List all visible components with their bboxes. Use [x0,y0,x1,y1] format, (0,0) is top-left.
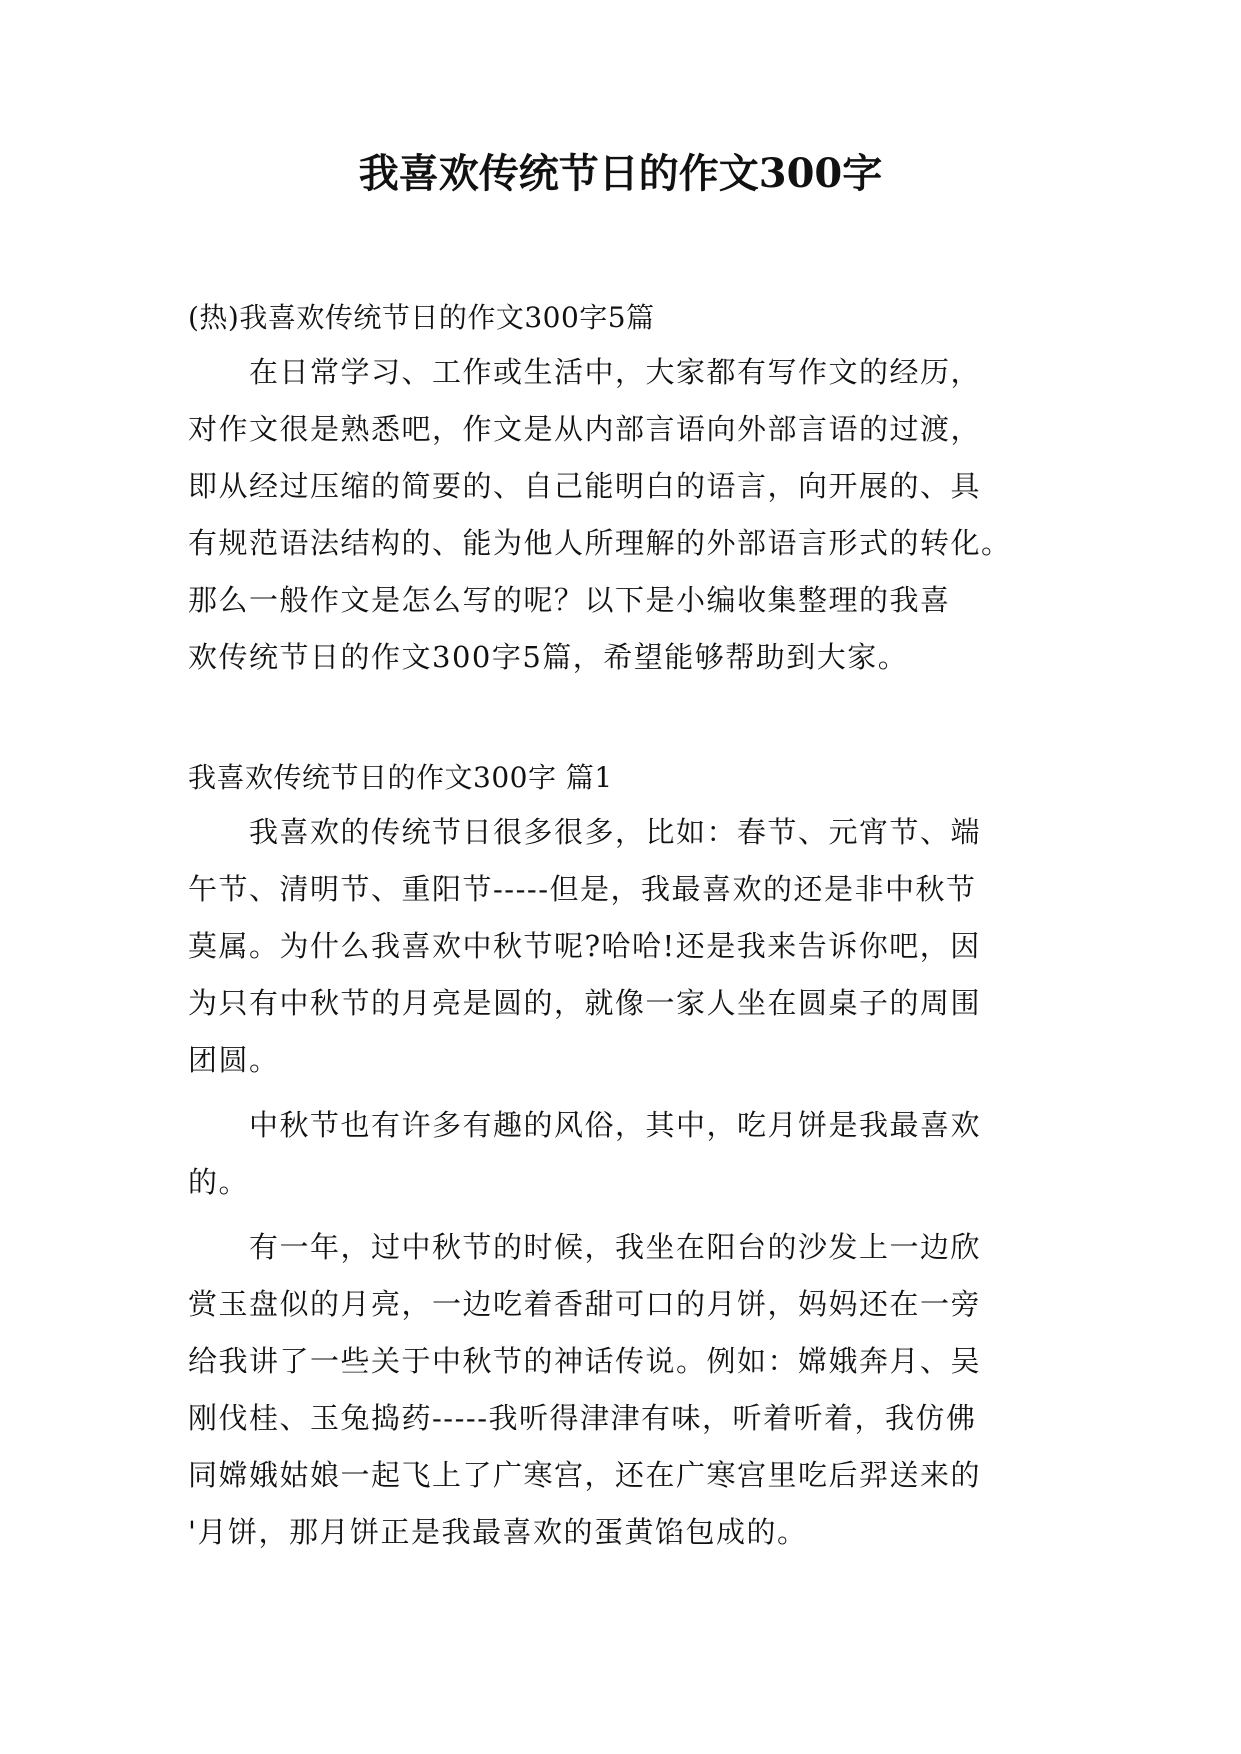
intro-line: 有规范语法结构的、能为他人所理解的外部语言形式的转化。 [188,526,1012,560]
paragraph-line: 午节、清明节、重阳节-----但是，我最喜欢的还是非中秋节 [188,872,977,906]
section-heading: 我喜欢传统节日的作文300字 篇1 [188,761,613,794]
section-spacer [188,694,1058,752]
paragraph-line: 中秋节也有许多有趣的风俗，其中，吃月饼是我最喜欢 [188,1108,982,1142]
document-body [188,292,1058,1569]
document-subtitle: (热)我喜欢传统节日的作文300字5篇 [188,301,655,334]
paragraph-3 [188,1219,1058,1561]
intro-line: 即从经过压缩的简要的、自己能明白的语言，向开展的、具 [188,469,982,503]
paragraph-line: 同嫦娥姑娘一起飞上了广寒宫，还在广寒宫里吃后羿送来的 [188,1458,982,1492]
paragraph-line: 给我讲了一些关于中秋节的神话传说。例如：嫦娥奔月、吴 [188,1344,982,1378]
paragraph-1 [188,804,1058,1089]
paragraph-2 [188,1097,1058,1211]
intro-line: 对作文很是熟悉吧，作文是从内部言语向外部言语的过渡， [188,412,982,446]
paragraph-line: 赏玉盘似的月亮，一边吃着香甜可口的月饼，妈妈还在一旁 [188,1287,982,1321]
document-title: 我喜欢传统节日的作文300字 [358,150,883,197]
intro-line: 在日常学习、工作或生活中，大家都有写作文的经历， [188,355,982,389]
paragraph-line: 有一年，过中秋节的时候，我坐在阳台的沙发上一边欣 [188,1230,982,1264]
paragraph-line: 团圆。 [188,1043,280,1077]
paragraph-line: 莫属。为什么我喜欢中秋节呢?哈哈!还是我来告诉你吧，因 [188,929,981,963]
intro-line: 欢传统节日的作文300字5篇，希望能够帮助到大家。 [188,640,909,674]
paragraph-line: 的。 [188,1165,250,1199]
paragraph-line: 刚伐桂、玉兔捣药-----我听得津津有味，听着听着，我仿佛 [188,1401,977,1435]
paragraph-line: 我喜欢的传统节日很多很多，比如：春节、元宵节、端 [188,815,982,849]
intro-line: 那么一般作文是怎么写的呢？以下是小编收集整理的我喜 [188,583,951,617]
intro-paragraph [188,344,1058,686]
paragraph-line: '月饼，那月饼正是我最喜欢的蛋黄馅包成的。 [188,1515,808,1549]
paragraph-line: 为只有中秋节的月亮是圆的，就像一家人坐在圆桌子的周围 [188,986,982,1020]
